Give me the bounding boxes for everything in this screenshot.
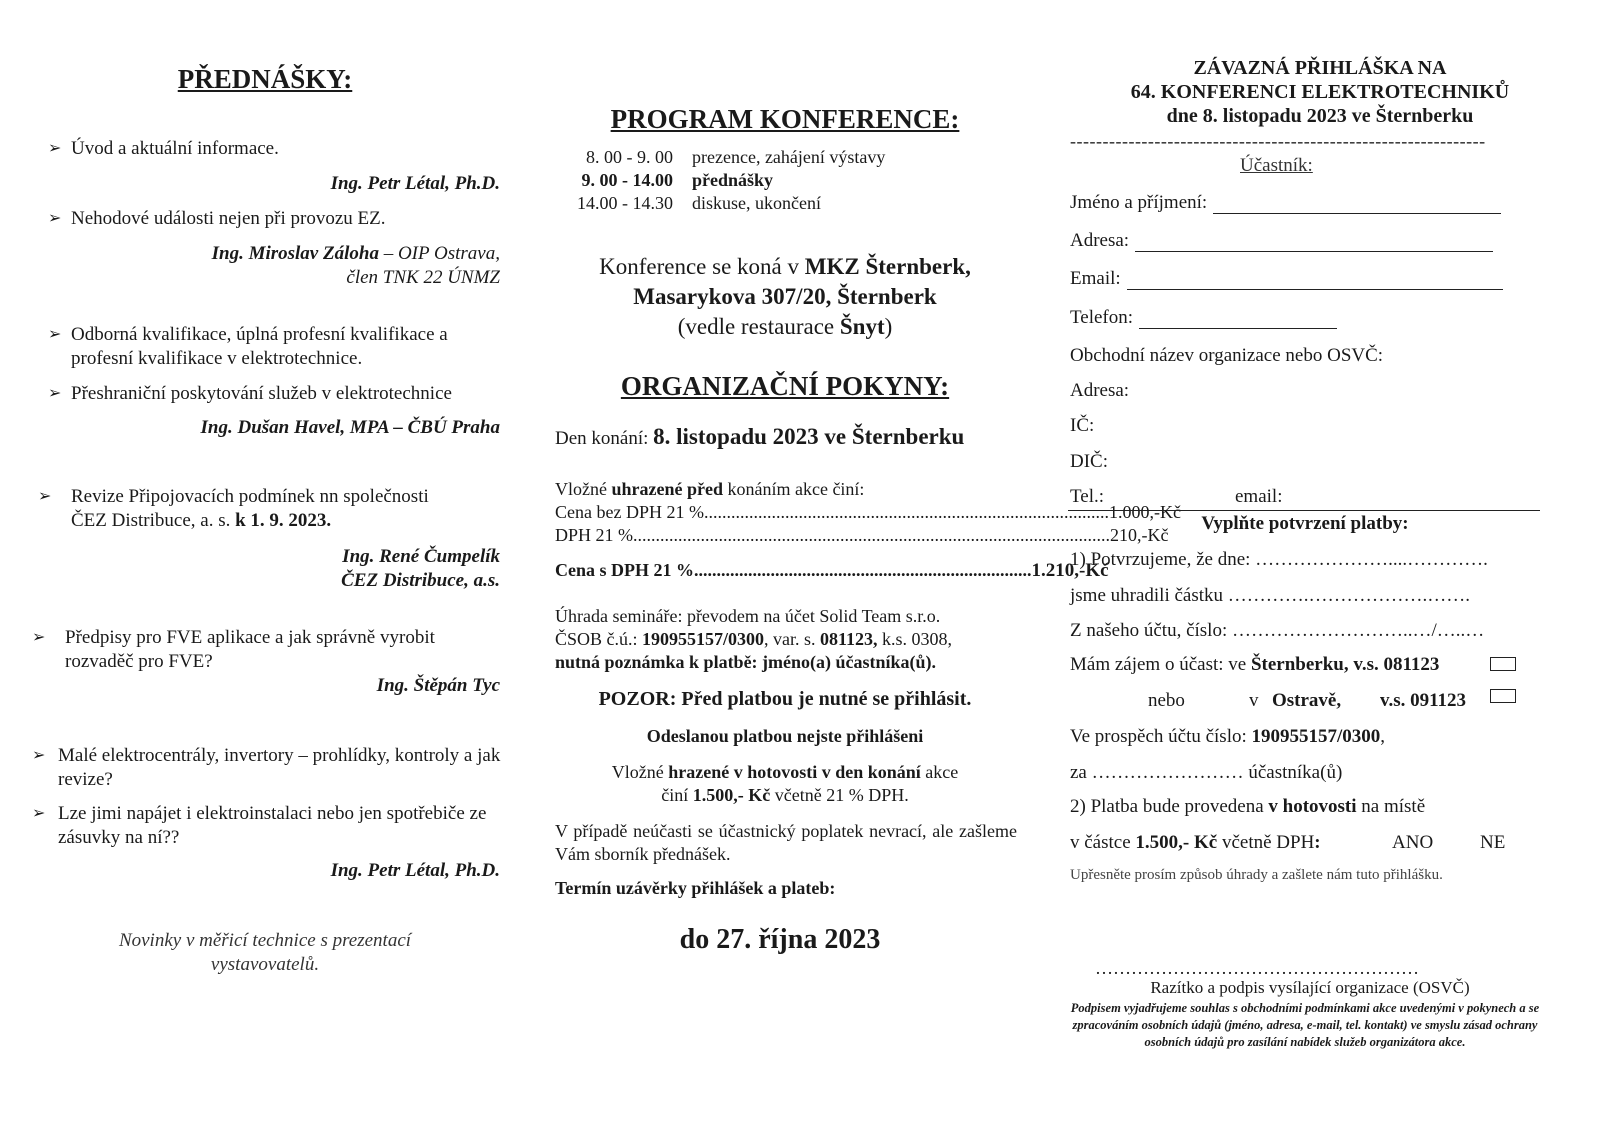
consent-text: Podpisem vyjadřujeme souhlas s obchodními podmínkami akce uvedenými v pokynech a se zpracováním osobních údajů (jméno, adresa, e-mail, tel. kontakt) ve smyslu zásad ochrany osobních údajů pro zasílání nabídek služeb organizátora akce. (1070, 1001, 1540, 1049)
v-label: v (1249, 690, 1259, 711)
lecture-item: ➢ Úvod a aktuální informace. (48, 138, 279, 159)
venue-info: Konference se koná v MKZ Šternberk, Masarykova 307/20, Šternberk (vedle restaurace Šnyt) (599, 254, 971, 339)
ostrava-vs: v.s. 091123 (1380, 690, 1467, 711)
arrow-bullet-icon: ➢ (48, 140, 62, 157)
specify-note: Upřesněte prosím způsob úhrady a zašlete nám tuto přihlášku. (1070, 867, 1443, 883)
price-vat-line: Cena s DPH 21 % ........................................................................... 1.210,-Kč (555, 560, 1109, 581)
sternberk-checkbox[interactable] (1490, 657, 1516, 671)
lecture-item: ➢ Malé elektrocentrály, invertory – prohlídky, kontroly a jak revize? (32, 745, 501, 790)
ano-option[interactable]: ANO (1392, 832, 1434, 853)
signature-dots[interactable]: ……………………………………………… (1095, 958, 1419, 978)
lecture-author: Ing. Miroslav Záloha – OIP Ostrava, člen TNK 22 ÚNMZ (211, 243, 500, 288)
account-number-line[interactable]: Z našeho účtu, číslo: ………………………..…/…..… (1070, 620, 1485, 641)
phone-input-line[interactable] (1139, 308, 1337, 329)
arrow-bullet-icon: ➢ (48, 385, 62, 402)
interest-sternberk: Mám zájem o účast: ve Šternberku, v.s. 081123 (1070, 654, 1440, 675)
lecture-item: ➢ Přeshraniční poskytování služeb v elektrotechnice (48, 383, 452, 404)
lecture-item: ➢ Předpisy pro FVE aplikace a jak správně vyrobit rozvaděč pro FVE? (32, 627, 435, 672)
deadline-value: do 27. října 2023 (679, 924, 881, 955)
exhibitors-note: Novinky v měřicí technice s prezentací vystavovatelů. (118, 930, 412, 975)
participant-heading: Účastník: (1240, 155, 1313, 176)
lecture-item: ➢ Nehodové události nejen při provozu EZ. (48, 208, 386, 229)
lecture-author: Ing. Petr Létal, Ph.D. (330, 860, 500, 881)
org-address-label: Adresa: (1070, 380, 1130, 401)
separator-line: ---------------------------------------------------------------- (1070, 131, 1486, 151)
address-input-line[interactable] (1135, 231, 1493, 252)
arrow-bullet-icon: ➢ (32, 805, 46, 822)
lecture-item: ➢ Lze jimi napájet i elektroinstalaci nebo jen spotřebiče ze zásuvky na ní?? (32, 803, 487, 848)
lecture-author: Ing. René Čumpelík ČEZ Distribuce, a.s. (341, 546, 500, 591)
name-input-line[interactable] (1213, 193, 1501, 214)
section-divider (1068, 510, 1540, 511)
lecture-author: Ing. Štěpán Tyc (376, 675, 500, 696)
lecture-author: Ing. Dušan Havel, MPA – ČBÚ Praha (200, 417, 500, 438)
or-label: nebo (1148, 690, 1185, 711)
email-input-line[interactable] (1127, 269, 1503, 290)
refund-info: V případě neúčasti se účastnický poplatek nevrací, ale zašleme Vám sborník přednášek. (555, 821, 1017, 864)
arrow-bullet-icon: ➢ (38, 488, 52, 505)
cash-payment-line: 2) Platba bude provedena v hotovosti na místě (1070, 796, 1426, 817)
signature-label: Razítko a podpis vysílající organizace (OSVČ) (1150, 978, 1470, 997)
event-date: Den konání: 8. listopadu 2023 ve Šternberku (555, 424, 965, 449)
ic-label: IČ: (1070, 415, 1095, 436)
participant-count-line[interactable]: za …………………… účastníka(ů) (1070, 762, 1343, 783)
payment-info: Úhrada semináře: převodem na účet Solid Team s.r.o. ČSOB č.ú.: 190955157/0300, var. s. 081123, k.s. 0308, nutná poznámka k platbě: jméno(a) účastníka(ů). (555, 606, 953, 672)
warning-text: POZOR: Před platbou je nutné se přihlásit. (598, 688, 972, 710)
deadline-label: Termín uzávěrky přihlášek a plateb: (555, 878, 836, 898)
payment-heading: Vyplňte potvrzení platby: (1201, 513, 1409, 534)
dic-label: DIČ: (1070, 451, 1108, 472)
arrow-bullet-icon: ➢ (48, 210, 62, 227)
price-no-vat-line: Cena bez DPH 21 % .......................................................................................... 1.000,-Kč (555, 502, 1181, 522)
ostrava-checkbox[interactable] (1490, 689, 1516, 703)
confirm-date-line[interactable]: 1) Potvrzujeme, že dne: …………………....…………. (1070, 549, 1488, 570)
name-field[interactable]: Jméno a příjmení: (1070, 192, 1501, 214)
email2-label: email: (1235, 486, 1283, 507)
vat-line: DPH 21 % .......................................................................................................... 210,-Kč (555, 525, 1169, 545)
lecture-item: ➢ Revize Připojovacích podmínek nn společnosti ČEZ Distribuce, a. s. k 1. 9. 2023. (38, 486, 429, 531)
tel-label: Tel.: (1070, 486, 1105, 507)
email-field[interactable]: Email: (1070, 268, 1503, 290)
lectures-title: PŘEDNÁŠKY: (177, 64, 353, 94)
benefit-account-line: Ve prospěch účtu číslo: 190955157/0300, (1070, 726, 1386, 747)
program-title: PROGRAM KONFERENCE: (610, 104, 960, 134)
cash-amount-line: v částce 1.500,- Kč včetně DPH: (1070, 832, 1321, 853)
cash-info: Vložné hrazené v hotovosti v den konání akce činí 1.500,- Kč včetně 21 % DPH. (611, 762, 959, 805)
lecture-item: ➢ Odborná kvalifikace, úplná profesní kvalifikace a profesní kvalifikace v elektrotechnice. (48, 324, 448, 369)
warning-subtext: Odeslanou platbou nejste přihlášeni (646, 726, 924, 746)
org-title: ORGANIZAČNÍ POKYNY: (620, 371, 950, 401)
arrow-bullet-icon: ➢ (32, 629, 46, 646)
phone-field[interactable]: Telefon: (1070, 307, 1337, 329)
fee-block: Vložné uhrazené před konáním akce činí: Cena bez DPH 21 % .......................................................................................... 1.000,-Kč DPH 21 % .......................................................................................................... 210,-Kč Cena s DPH 21 % ........................................................................... 1.210,-Kč (555, 479, 1181, 581)
paid-amount-line[interactable]: jsme uhradili částku ………….……………….……. (1070, 585, 1471, 606)
address-field[interactable]: Adresa: (1070, 230, 1493, 252)
ne-option[interactable]: NE (1480, 832, 1506, 853)
ostrava-label: Ostravě, (1272, 690, 1342, 711)
arrow-bullet-icon: ➢ (48, 326, 62, 343)
form-title: ZÁVAZNÁ PŘIHLÁŠKA NA 64. KONFERENCI ELEKTROTECHNIKŮ dne 8. listopadu 2023 ve Šternberku (1130, 57, 1510, 127)
arrow-bullet-icon: ➢ (32, 747, 46, 764)
lecture-author: Ing. Petr Létal, Ph.D. (330, 173, 500, 194)
org-name-label: Obchodní název organizace nebo OSVČ: (1070, 345, 1384, 366)
